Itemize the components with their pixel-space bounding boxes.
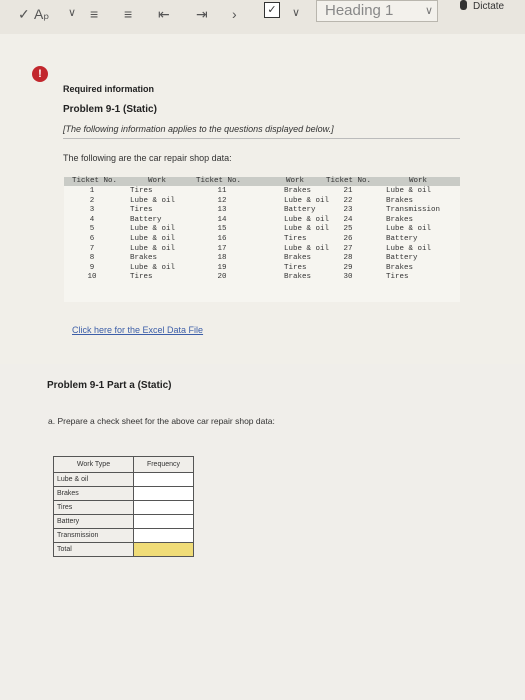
header-work-type: Work Type: [54, 457, 134, 473]
ticket-number-cell: 23: [343, 206, 353, 215]
ticket-number-cell: 30: [343, 273, 353, 282]
increase-indent-icon[interactable]: ⇥: [196, 6, 208, 22]
style-select-value: Heading 1: [325, 2, 394, 19]
part-title: Problem 9-1 Part a (Static): [47, 380, 172, 391]
work-cell: Transmission: [386, 206, 441, 215]
font-color-icon[interactable]: Aₚ: [34, 6, 50, 22]
table-header-work-2: Work: [286, 177, 305, 185]
work-cell: Lube & oil: [284, 225, 330, 234]
work-cell: Lube & oil: [386, 187, 432, 195]
row-label: Transmission: [54, 529, 134, 543]
style-select[interactable]: [316, 0, 438, 22]
row-label: Lube & oil: [54, 473, 134, 487]
ticket-number-cell: 8: [89, 254, 95, 263]
frequency-input[interactable]: [134, 529, 194, 543]
chevron-down-icon: ∨: [424, 5, 433, 17]
work-cell: Brakes: [386, 263, 414, 272]
work-cell: Tires: [130, 206, 153, 215]
frequency-input[interactable]: [134, 501, 194, 515]
ticket-number-cell: 5: [89, 225, 95, 234]
table-row: [54, 515, 194, 529]
total-output: [134, 543, 194, 557]
table-header-ticket-3: Ticket No.: [326, 177, 372, 185]
frequency-input[interactable]: [134, 487, 194, 501]
work-cell: Lube & oil: [130, 225, 176, 234]
frequency-input[interactable]: [134, 515, 194, 529]
work-cell: Lube & oil: [386, 244, 432, 253]
ticket-number-cell: 18: [217, 254, 227, 263]
ticket-number-cell: 6: [89, 234, 95, 243]
ticket-number-cell: 28: [343, 254, 353, 263]
ticket-number-cell: 1: [89, 187, 95, 195]
problem-panel: [0, 34, 525, 700]
ticket-number-cell: 2: [89, 196, 95, 205]
table-header-row: [64, 177, 460, 186]
work-cell: Brakes: [284, 273, 312, 282]
problem-title: Problem 9-1 (Static): [63, 104, 157, 115]
table-row: [54, 487, 194, 501]
table-header-ticket-1: Ticket No.: [72, 177, 118, 185]
checkbox-icon[interactable]: ✓: [264, 2, 280, 18]
row-label: Battery: [54, 515, 134, 529]
check-sheet-header-row: [54, 457, 194, 473]
excel-data-link[interactable]: Click here for the Excel Data File: [72, 325, 204, 335]
table-row: [54, 501, 194, 515]
dictate-label: Dictate: [473, 1, 505, 12]
divider: [63, 138, 460, 139]
ticket-column-1: [84, 187, 100, 283]
ticket-number-cell: 4: [89, 215, 95, 224]
ticket-number-cell: 25: [343, 225, 353, 234]
ticket-number-cell: 26: [343, 234, 353, 243]
ticket-number-cell: 7: [89, 244, 95, 253]
work-cell: Tires: [386, 273, 409, 282]
work-cell: Battery: [386, 234, 418, 243]
header-frequency: Frequency: [134, 457, 194, 473]
applies-note: [The following information applies to the questions displayed below.]: [63, 124, 334, 134]
part-a-section: [0, 364, 525, 700]
ticket-number-cell: 21: [343, 187, 353, 195]
repair-data-table: [64, 177, 460, 302]
work-cell: Lube & oil: [130, 234, 176, 243]
table-header-work-3: Work: [409, 177, 428, 185]
work-cell: Tires: [130, 187, 153, 195]
intro-text: The following are the car repair shop data:: [63, 153, 232, 163]
work-cell: Lube & oil: [130, 263, 176, 272]
ticket-number-cell: 29: [343, 263, 353, 272]
frequency-input[interactable]: [134, 473, 194, 487]
ticket-number-cell: 22: [343, 196, 353, 205]
row-label: Tires: [54, 501, 134, 515]
microphone-icon: [460, 0, 467, 10]
work-cell: Battery: [130, 215, 162, 224]
ticket-number-cell: 24: [343, 215, 353, 224]
check-sheet-table: [53, 456, 194, 557]
work-cell: Lube & oil: [284, 215, 330, 224]
work-cell: Brakes: [386, 215, 414, 224]
chevron-down-icon[interactable]: ∨: [68, 7, 77, 19]
ticket-number-cell: 20: [217, 273, 227, 282]
ticket-column-3: [340, 187, 356, 283]
ticket-number-cell: 11: [217, 187, 227, 195]
chevron-down-icon[interactable]: ∨: [292, 7, 301, 19]
work-cell: Brakes: [386, 196, 414, 205]
work-cell: Lube & oil: [284, 196, 330, 205]
ticket-number-cell: 10: [87, 273, 97, 282]
work-cell: Lube & oil: [386, 225, 432, 234]
part-prompt: a. Prepare a check sheet for the above car repair shop data:: [48, 416, 275, 426]
work-column-3: [386, 187, 440, 283]
ticket-number-cell: 13: [217, 206, 227, 215]
work-cell: Lube & oil: [284, 244, 330, 253]
row-label: Brakes: [54, 487, 134, 501]
work-cell: Battery: [386, 254, 418, 263]
work-cell: Tires: [130, 273, 153, 282]
work-column-1: [130, 187, 175, 283]
work-cell: Lube & oil: [130, 196, 176, 205]
ticket-number-cell: 27: [343, 244, 353, 253]
format-painter-icon[interactable]: ✓: [18, 6, 30, 22]
work-cell: Lube & oil: [130, 244, 176, 253]
ticket-column-2: [214, 187, 230, 283]
bulleted-list-icon[interactable]: ≡: [124, 6, 133, 22]
table-row: [54, 543, 194, 557]
row-label: Total: [54, 543, 134, 557]
table-row: [54, 473, 194, 487]
required-info-heading: Required information: [63, 84, 155, 94]
work-column-2: [284, 187, 329, 283]
ticket-number-cell: 12: [217, 196, 227, 205]
editor-toolbar: [0, 0, 525, 35]
alert-icon: !: [32, 66, 48, 82]
table-header-ticket-2: Ticket No.: [196, 177, 242, 185]
ticket-number-cell: 14: [217, 215, 227, 224]
table-header-work-1: Work: [148, 177, 167, 185]
work-cell: Tires: [284, 263, 307, 272]
ticket-number-cell: 17: [217, 244, 227, 253]
work-cell: Brakes: [130, 254, 158, 263]
work-cell: Tires: [284, 234, 307, 243]
ticket-number-cell: 9: [89, 263, 95, 272]
chevron-right-icon[interactable]: ›: [232, 6, 237, 22]
ticket-number-cell: 16: [217, 234, 227, 243]
table-row: [54, 529, 194, 543]
dictate-button[interactable]: [460, 0, 504, 12]
work-cell: Brakes: [284, 254, 312, 263]
ticket-number-cell: 3: [89, 206, 95, 215]
decrease-indent-icon[interactable]: ⇤: [158, 6, 170, 22]
work-cell: Battery: [284, 206, 316, 215]
work-cell: Brakes: [284, 187, 312, 195]
ticket-number-cell: 19: [217, 263, 227, 272]
ticket-number-cell: 15: [217, 225, 227, 234]
numbered-list-icon[interactable]: ≡: [90, 6, 99, 22]
